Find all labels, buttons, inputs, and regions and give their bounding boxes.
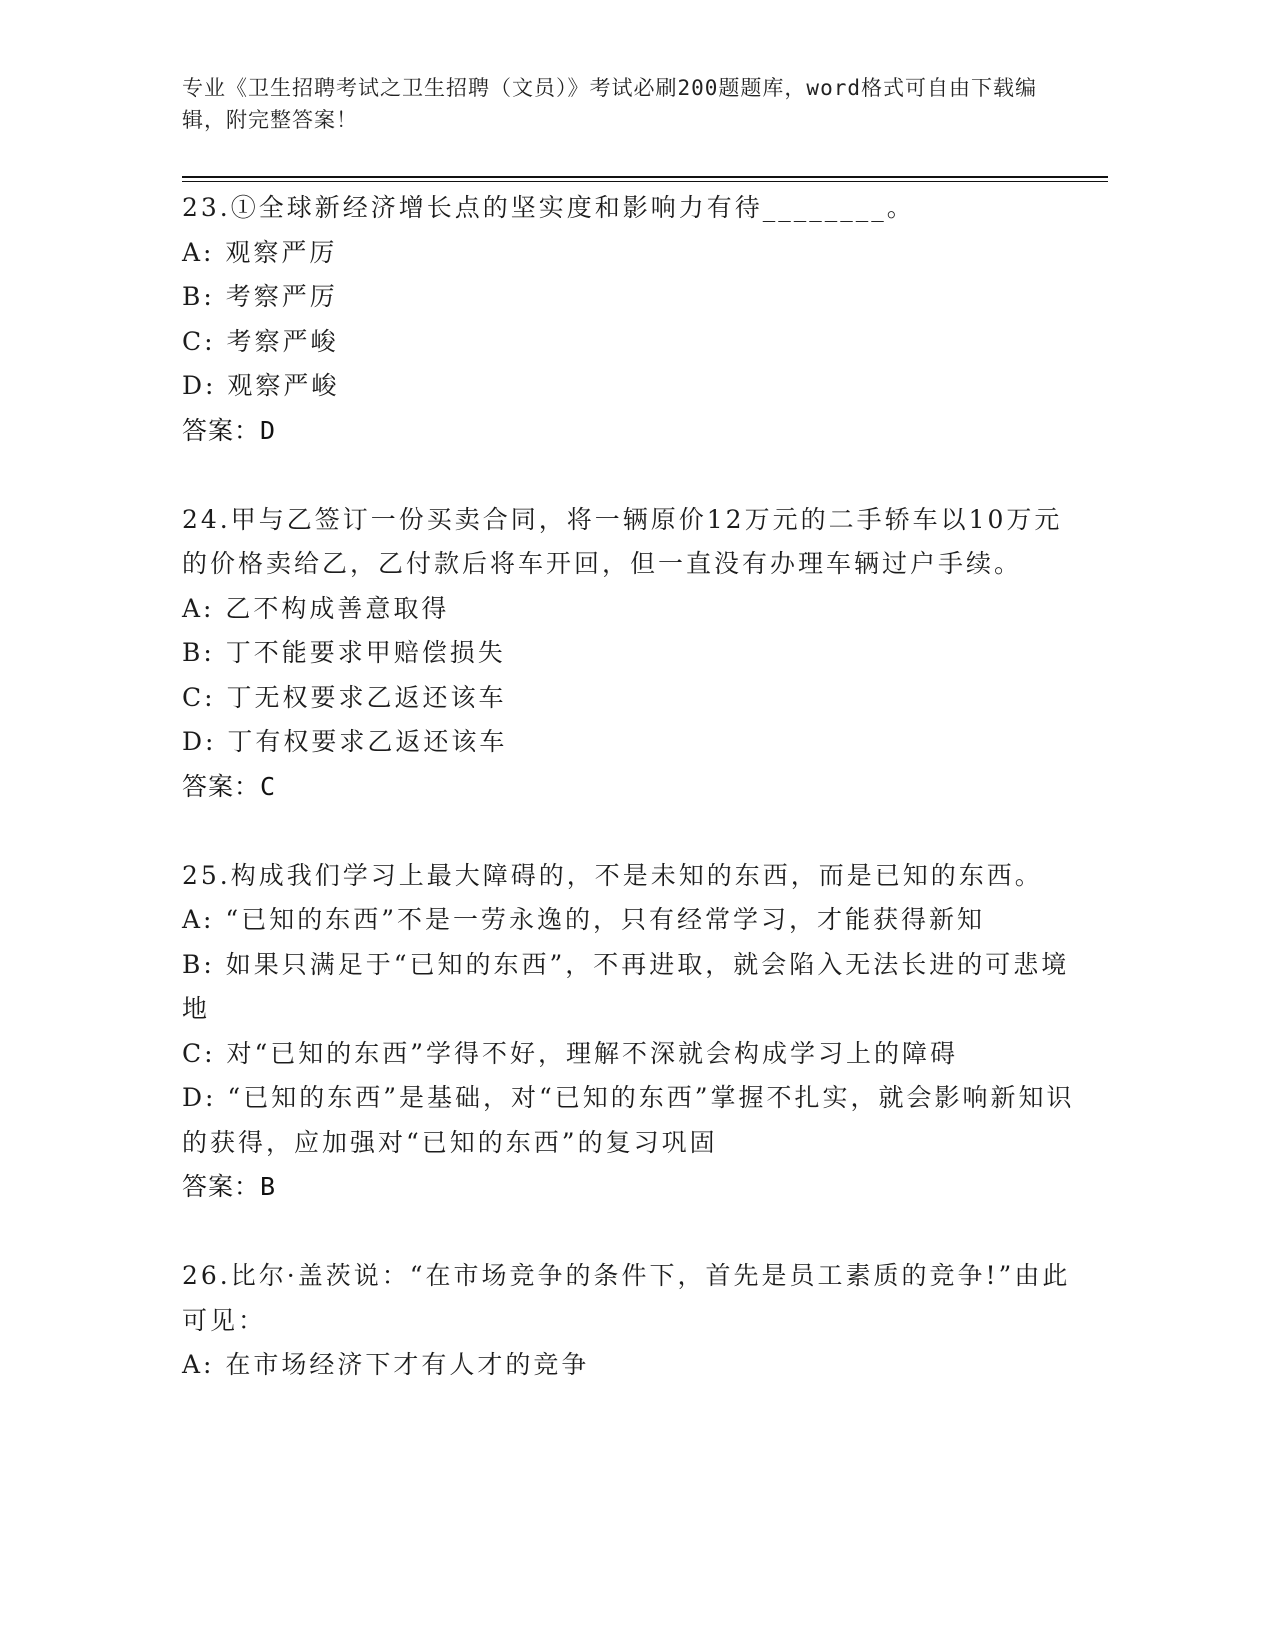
option-b: B: 丁不能要求甲赔偿损失 — [182, 638, 506, 667]
option-d: D: 丁有权要求乙返还该车 — [182, 727, 508, 756]
question-list — [182, 186, 1082, 1388]
option-b: B: 如果只满足于“已知的东西”，不再进取，就会陷入无法长进的可悲境地 — [182, 949, 1070, 1023]
answer-line: 答案：D — [182, 415, 277, 445]
header-divider-thin — [182, 181, 1108, 182]
option-a: A: 在市场经济下才有人才的竞争 — [182, 1350, 590, 1379]
option-c: C: 对“已知的东西”学得不好，理解不深就会构成学习上的障碍 — [182, 1038, 959, 1068]
question-spacer — [182, 453, 1082, 498]
question-spacer — [182, 809, 1082, 854]
question-stem: 25.构成我们学习上最大障碍的，不是未知的东西，而是已知的东西。 — [182, 860, 1043, 890]
question-26 — [182, 1254, 1082, 1388]
question-stem: 24.甲与乙签订一份买卖合同，将一辆原价12万元的二手轿车以10万元的价格卖给乙，乙付款后将车开回，但一直没有办理车辆过户手续。 — [182, 504, 1063, 578]
question-stem: 23.①全球新经济增长点的坚实度和影响力有待________。 — [182, 193, 915, 222]
question-spacer — [182, 1210, 1082, 1255]
question-25 — [182, 854, 1082, 1210]
question-24 — [182, 498, 1082, 810]
option-a: A: 乙不构成善意取得 — [182, 593, 450, 623]
option-b: B: 考察严厉 — [182, 282, 338, 311]
option-d: D: “已知的东西”是基础，对“已知的东西”掌握不扎实，就会影响新知识的获得，应加强对“已知的东西”的复习巩固 — [182, 1083, 1075, 1157]
answer-line: 答案：B — [182, 1172, 277, 1201]
question-23 — [182, 186, 1082, 453]
answer-line: 答案：C — [182, 771, 277, 801]
header-divider — [182, 176, 1108, 178]
option-a: A: 观察严厉 — [182, 237, 338, 267]
option-a: A: “已知的东西”不是一劳永逸的，只有经常学习，才能获得新知 — [182, 905, 985, 934]
option-d: D: 观察严峻 — [182, 371, 340, 400]
document-header: 专业《卫生招聘考试之卫生招聘（文员）》考试必刷200题题库，word格式可自由下载编辑，附完整答案！ — [182, 76, 1037, 132]
option-c: C: 丁无权要求乙返还该车 — [182, 682, 507, 712]
question-stem: 26.比尔·盖茨说：“在市场竞争的条件下，首先是员工素质的竞争!”由此可见： — [182, 1261, 1071, 1335]
option-c: C: 考察严峻 — [182, 326, 339, 356]
